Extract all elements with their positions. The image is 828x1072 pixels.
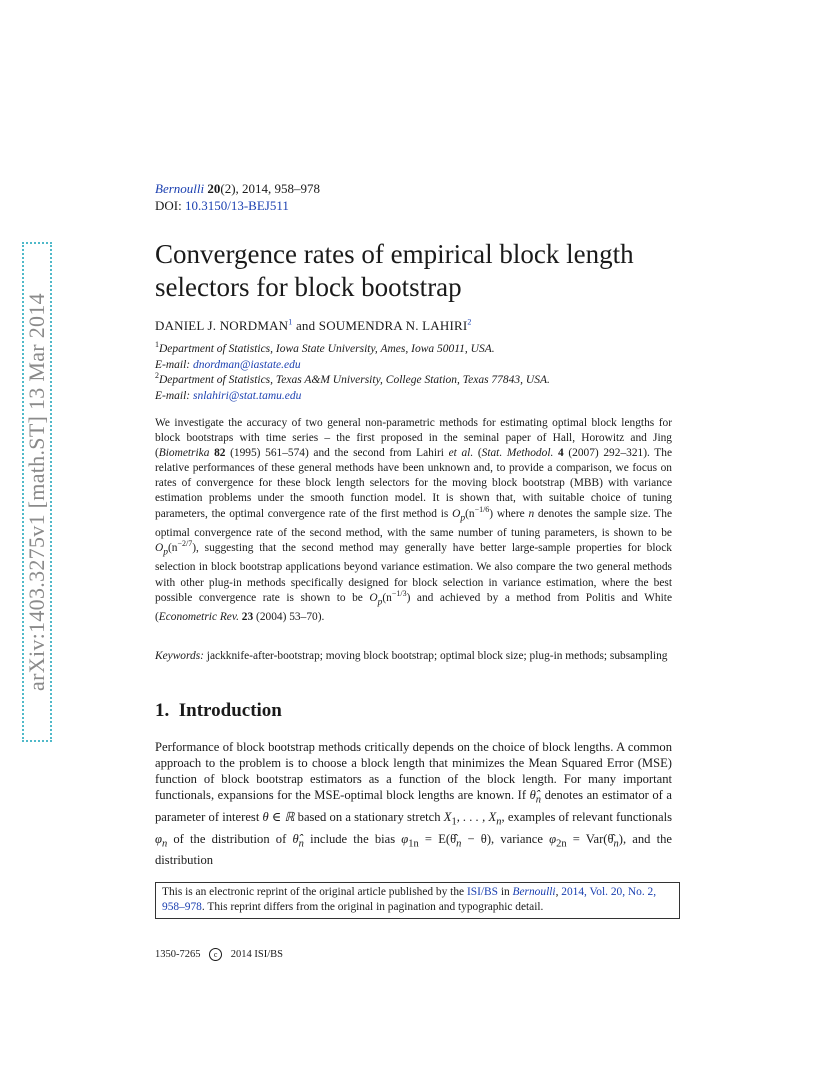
author-2-affil-mark[interactable]: 2	[467, 317, 472, 327]
email-link-1[interactable]: dnordman@iastate.edu	[193, 358, 301, 371]
author-conj: and	[295, 318, 316, 333]
author-list	[155, 318, 472, 334]
reprint-notice: This is an electronic reprint of the original article published by the ISI/BS in Bernoulli, 2014, Vol. 20, No. 2, 958–978. This reprint differs from the original in pagination and typographic detail.	[155, 882, 680, 919]
author-1: DANIEL J. NORDMAN	[155, 318, 289, 333]
affiliation-1: $^1$Department of Statistics, Iowa State University, Ames, Iowa 50011, USA.	[155, 340, 495, 355]
journal-link[interactable]: Bernoulli	[512, 886, 556, 898]
affiliation-2-email: E-mail: snlahiri@stat.tamu.edu	[155, 389, 302, 402]
copyright-text: 2014 ISI/BS	[230, 948, 283, 960]
affiliation-2: $^2$Department of Statistics, Texas A&M University, College Station, Texas 77843, USA.	[155, 371, 550, 386]
publisher-link[interactable]: ISI/BS	[466, 886, 498, 898]
page-footer	[155, 948, 283, 961]
arxiv-stamp-box	[22, 242, 52, 742]
section-heading-introduction: 1. Introduction	[155, 700, 282, 721]
journal-header	[155, 180, 320, 214]
copyright-icon: c	[209, 948, 222, 961]
affiliation-1-email: E-mail: dnordman@iastate.edu	[155, 358, 301, 371]
journal-issue-pages: (2), 2014, 958–978	[220, 181, 321, 196]
citation-link[interactable]: 2014, Vol. 20, No. 2, 958–978	[162, 886, 657, 914]
arxiv-stamp	[22, 242, 52, 742]
issn: 1350-7265	[155, 948, 201, 960]
paper-title: Convergence rates of empirical block length selectors for block bootstrap	[155, 239, 634, 302]
affiliations	[155, 342, 715, 404]
keywords	[155, 649, 672, 664]
doi-link[interactable]: 10.3150/13-BEJ511	[184, 198, 289, 213]
abstract: We investigate the accuracy of two general non-parametric methods for estimating optimal block lengths for block bootstraps with time series – the first proposed in the seminal paper of Hall, Horowitz and Jing (Biometrika 82 (1995) 561–574) and the second from Lahiri et al. (Stat. Methodol. 4 (2007) 292–321). The relative performances of these general methods have been unknown and, to provide a comparison, we focus on rates of convergence for these block length selectors for the moving block bootstrap (MBB) with variance estimation problems under the smooth function model. It is shown that, with suitable choice of tuning parameters, the optimal convergence rate of the first method is $O_p(n^{-1/6})$ where n denotes the sample size. The optimal convergence rate of the second method, with the same number of tuning parameters, is shown to be $O_p(n^{-2/7})$, suggesting that the second method may generally have better large-sample properties for block selection in block bootstrap applications beyond variance estimation. We also compare the two general methods with other plug-in methods specifically designed for block selection in variance estimation, where the best possible convergence rate is shown to be $O_p(n^{-1/3})$ and achieved by a method from Politis and White (Econometric Rev. 23 (2004) 53–70).	[155, 417, 673, 623]
email-link-2[interactable]: snlahiri@stat.tamu.edu	[193, 389, 302, 402]
author-1-affil-mark[interactable]: 1	[288, 317, 293, 327]
doi-label: DOI:	[155, 198, 182, 213]
keywords-text: jackknife-after-bootstrap; moving block bootstrap; optimal block size; plug-in methods; subsampling	[206, 650, 668, 662]
keywords-label: Keywords:	[155, 650, 204, 662]
author-2: SOUMENDRA N. LAHIRI	[318, 318, 468, 333]
journal-volume: 20	[207, 181, 221, 196]
arxiv-identifier[interactable]: arXiv:1403.3275v1 [math.ST] 13 Mar 2014	[24, 293, 49, 691]
introduction-paragraph: Performance of block bootstrap methods critically depends on the choice of block lengths. A common approach to the problem is to choose a block length that minimizes the Mean Squared Error (MSE) function of block bootstrap estimators as a function of the block length. For many important functionals, expansions for the MSE-optimal block lengths are known. If $\thetâ_n$ denotes an estimator of a parameter of interest θ ∈ ℝ based on a stationary stretch $X_1$, . . . , $X_n$, examples of relevant functionals $\varphi_n$ of the distribution of $\thetâ_n$ include the bias $\varphi_{1n}$ = $E(\thetâ_n - \theta)$, variance $\varphi_{2n}$ = $Var(\thetâ_n)$, and the distribution	[155, 740, 673, 868]
journal-name-link[interactable]: Bernoulli	[155, 181, 205, 196]
